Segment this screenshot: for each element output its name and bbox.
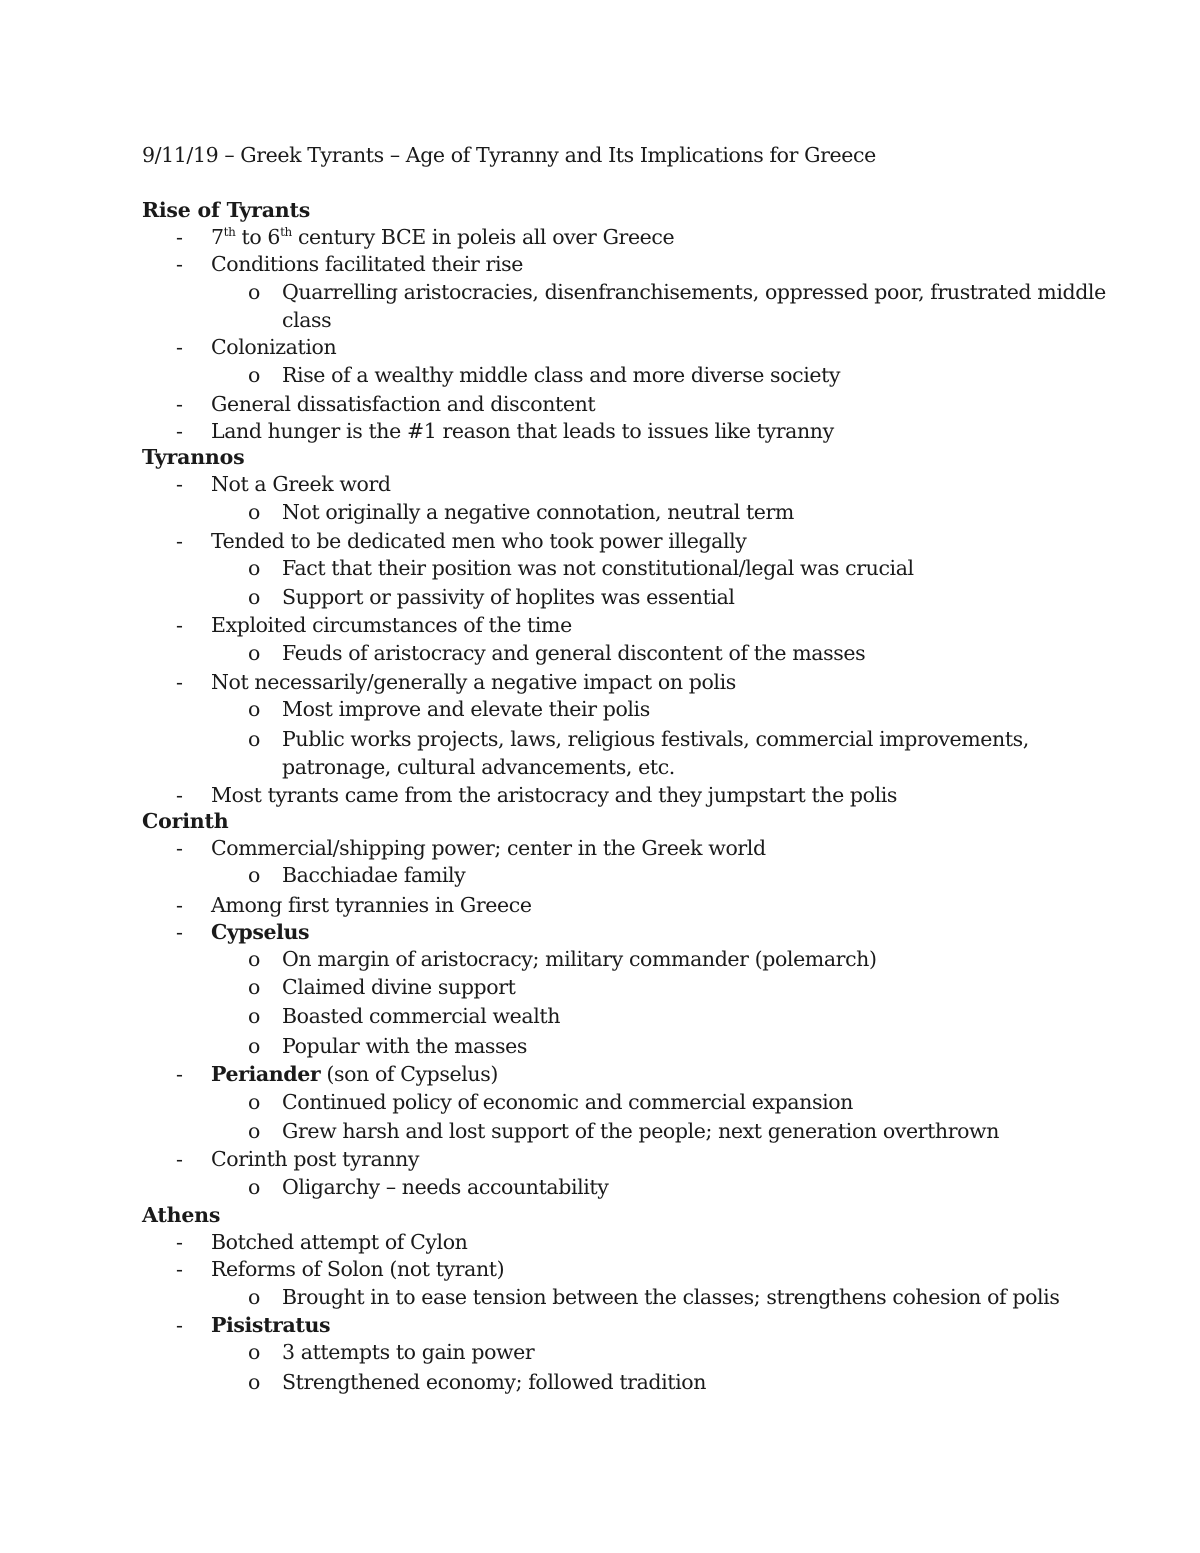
section-heading-corinth: Corinth — [142, 809, 229, 833]
list-item: Corinth post tyranny — [211, 1147, 420, 1171]
sub-list-item: Most improve and elevate their polis — [282, 697, 650, 721]
sub-list-item: Oligarchy – needs accountability — [282, 1175, 609, 1199]
sub-list-item: Not originally a negative connotation, neutral term — [282, 500, 794, 524]
sub-list-item: Bacchiadae family — [282, 863, 466, 887]
list-item-text: century BCE in poleis all over Greece — [291, 225, 675, 249]
bullet-circle: o — [248, 1285, 261, 1309]
sub-list-item-continued: patronage, cultural advancements, etc. — [282, 755, 675, 779]
list-item-text: to 6 — [235, 225, 281, 249]
bullet-dash: - — [176, 1257, 183, 1281]
bullet-dash: - — [176, 529, 183, 553]
bullet-circle: o — [248, 697, 261, 721]
bullet-dash: - — [176, 836, 183, 860]
sub-list-item: Grew harsh and lost support of the people; next generation overthrown — [282, 1119, 1000, 1143]
superscript: th — [223, 225, 236, 240]
bullet-dash: - — [176, 225, 183, 249]
sub-list-item: Brought in to ease tension between the classes; strengthens cohesion of polis — [282, 1285, 1060, 1309]
bullet-circle: o — [248, 863, 261, 887]
section-heading-rise-of-tyrants: Rise of Tyrants — [142, 198, 311, 222]
bullet-dash: - — [176, 335, 183, 359]
bullet-dash: - — [176, 783, 183, 807]
list-item — [211, 1060, 498, 1088]
bullet-circle: o — [248, 363, 261, 387]
bullet-dash: - — [176, 670, 183, 694]
sub-list-item: Popular with the masses — [282, 1034, 528, 1058]
bullet-circle: o — [248, 947, 261, 971]
sub-list-item: Support or passivity of hoplites was essential — [282, 585, 735, 609]
sub-list-item: Rise of a wealthy middle class and more diverse society — [282, 363, 841, 387]
bullet-dash: - — [176, 613, 183, 637]
bullet-circle: o — [248, 556, 261, 580]
bold-name: Periander — [211, 1062, 321, 1086]
sub-list-item: On margin of aristocracy; military commander (polemarch) — [282, 947, 877, 971]
sub-list-item: Fact that their position was not constitutional/legal was crucial — [282, 556, 914, 580]
page-title: 9/11/19 – Greek Tyrants – Age of Tyranny and Its Implications for Greece — [142, 143, 876, 167]
list-item: Reforms of Solon (not tyrant) — [211, 1257, 505, 1281]
superscript: th — [280, 225, 292, 240]
list-item-text: (son of Cypselus) — [320, 1062, 498, 1086]
bullet-dash: - — [176, 1147, 183, 1171]
section-heading-tyrannos: Tyrannos — [142, 445, 245, 469]
bullet-dash: - — [176, 1230, 183, 1254]
list-item: Not necessarily/generally a negative impact on polis — [211, 670, 736, 694]
bullet-dash: - — [176, 1062, 183, 1086]
bullet-dash: - — [176, 472, 183, 496]
bullet-circle: o — [248, 585, 261, 609]
bullet-circle: o — [248, 975, 261, 999]
bullet-circle: o — [248, 280, 261, 304]
bullet-circle: o — [248, 641, 261, 665]
list-item: Commercial/shipping power; center in the Greek world — [211, 836, 766, 860]
sub-list-item: 3 attempts to gain power — [282, 1340, 535, 1364]
list-item — [211, 223, 674, 251]
sub-list-item: Claimed divine support — [282, 975, 516, 999]
list-item: Pisistratus — [211, 1313, 331, 1337]
bullet-circle: o — [248, 727, 261, 751]
sub-list-item-continued: class — [282, 308, 332, 332]
list-item-text: 7 — [211, 225, 224, 249]
sub-list-item: Strengthened economy; followed tradition — [282, 1370, 707, 1394]
sub-list-item: Quarrelling aristocracies, disenfranchisements, oppressed poor, frustrated middle — [282, 280, 1106, 304]
list-item: Cypselus — [211, 920, 310, 944]
list-item: Land hunger is the #1 reason that leads to issues like tyranny — [211, 419, 834, 443]
list-item: Botched attempt of Cylon — [211, 1230, 468, 1254]
list-item: Exploited circumstances of the time — [211, 613, 572, 637]
bullet-circle: o — [248, 500, 261, 524]
bullet-circle: o — [248, 1119, 261, 1143]
bullet-circle: o — [248, 1370, 261, 1394]
list-item: Most tyrants came from the aristocracy and they jumpstart the polis — [211, 783, 898, 807]
bullet-circle: o — [248, 1034, 261, 1058]
bullet-dash: - — [176, 392, 183, 416]
bullet-circle: o — [248, 1340, 261, 1364]
bullet-circle: o — [248, 1090, 261, 1114]
bullet-dash: - — [176, 419, 183, 443]
bullet-dash: - — [176, 252, 183, 276]
sub-list-item: Boasted commercial wealth — [282, 1004, 561, 1028]
sub-list-item: Continued policy of economic and commercial expansion — [282, 1090, 853, 1114]
bullet-circle: o — [248, 1175, 261, 1199]
section-heading-athens: Athens — [142, 1203, 221, 1227]
bullet-dash: - — [176, 893, 183, 917]
list-item: Not a Greek word — [211, 472, 391, 496]
sub-list-item: Public works projects, laws, religious festivals, commercial improvements, — [282, 727, 1029, 751]
sub-list-item: Feuds of aristocracy and general discontent of the masses — [282, 641, 866, 665]
list-item: Colonization — [211, 335, 337, 359]
list-item: Among first tyrannies in Greece — [211, 893, 532, 917]
list-item: General dissatisfaction and discontent — [211, 392, 596, 416]
bullet-circle: o — [248, 1004, 261, 1028]
list-item: Tended to be dedicated men who took power illegally — [211, 529, 747, 553]
bullet-dash: - — [176, 920, 183, 944]
list-item: Conditions facilitated their rise — [211, 252, 523, 276]
bullet-dash: - — [176, 1313, 183, 1337]
